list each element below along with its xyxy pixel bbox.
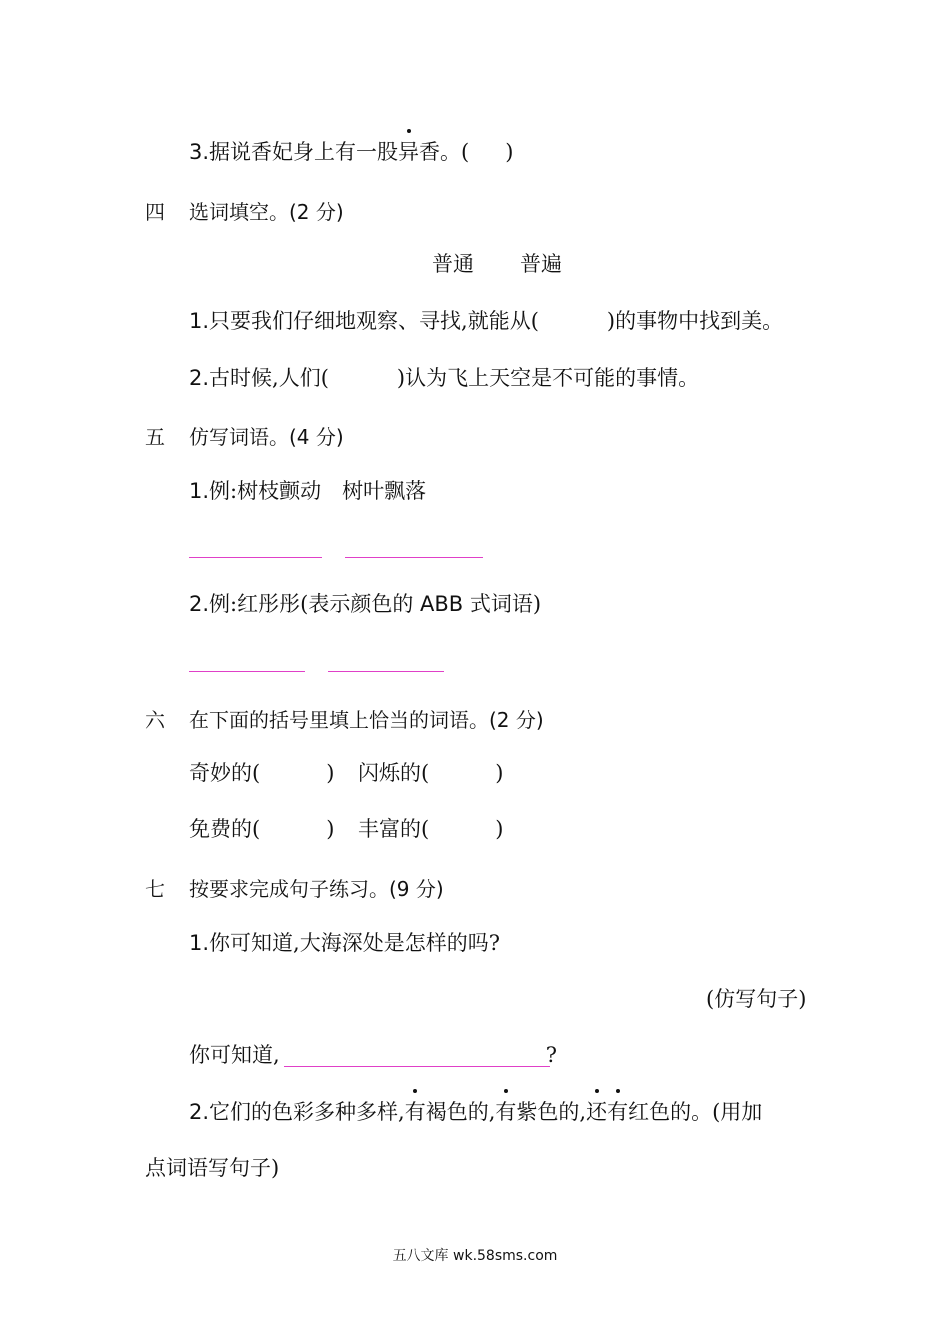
dotted-char: 还 [586,1100,608,1124]
answer-sentence: 你可知道, ? [189,1043,557,1067]
section-6-number: 六 [145,708,165,732]
fill-item: 闪烁的( ) [358,761,504,785]
dotted-char: 异 [398,140,420,164]
fill-item: 丰富的( ) [358,817,504,841]
section-4-question-2: 2.古时候,人们( )认为飞上天空是不可能的事情。 [189,366,700,390]
footer-watermark: 五八文库 wk.58sms.com [392,1248,558,1264]
dotted-char: 有 [607,1100,629,1124]
section-5-question-2: 2.例:红彤彤(表示颜色的 ABB 式词语) [189,592,542,616]
section-5-question-1: 1.例:树枝颤动 树叶飘落 [189,479,427,503]
section-4-number: 四 [145,200,165,224]
fill-item: 免费的( ) [189,817,335,841]
section-7-number: 七 [145,877,165,901]
section-4-title: 选词填空。(2 分) [189,200,344,224]
word-choice-2: 普遍 [520,252,562,276]
question-continuation: 点词语写句子) [145,1156,280,1180]
section-5-title: 仿写词语。(4 分) [189,425,344,449]
section-7-question-2: 2.它们的色彩多种多样,有褐色的,有紫色的,还有红色的。(用加 [189,1100,763,1124]
answer-line[interactable] [328,671,444,672]
section-5-number: 五 [145,425,165,449]
answer-line[interactable] [189,671,305,672]
section-7-title: 按要求完成句子练习。(9 分) [189,877,444,901]
section-6-title: 在下面的括号里填上恰当的词语。(2 分) [189,708,544,732]
word-choices [432,250,562,278]
dotted-char: 有 [495,1100,517,1124]
question-hint: (仿写句子) [706,987,807,1011]
question-3: 3.据说香妃身上有一股异香。( ) [189,140,514,164]
word-choice-1: 普通 [432,252,474,276]
answer-line[interactable] [189,557,322,558]
answer-line[interactable] [345,557,483,558]
dotted-char: 有 [404,1100,426,1124]
answer-line[interactable] [284,1066,550,1067]
section-4-question-1: 1.只要我们仔细地观察、寻找,就能从( )的事物中找到美。 [189,309,784,333]
fill-item: 奇妙的( ) [189,761,335,785]
section-7-question-1: 1.你可知道,大海深处是怎样的吗? [189,931,500,955]
